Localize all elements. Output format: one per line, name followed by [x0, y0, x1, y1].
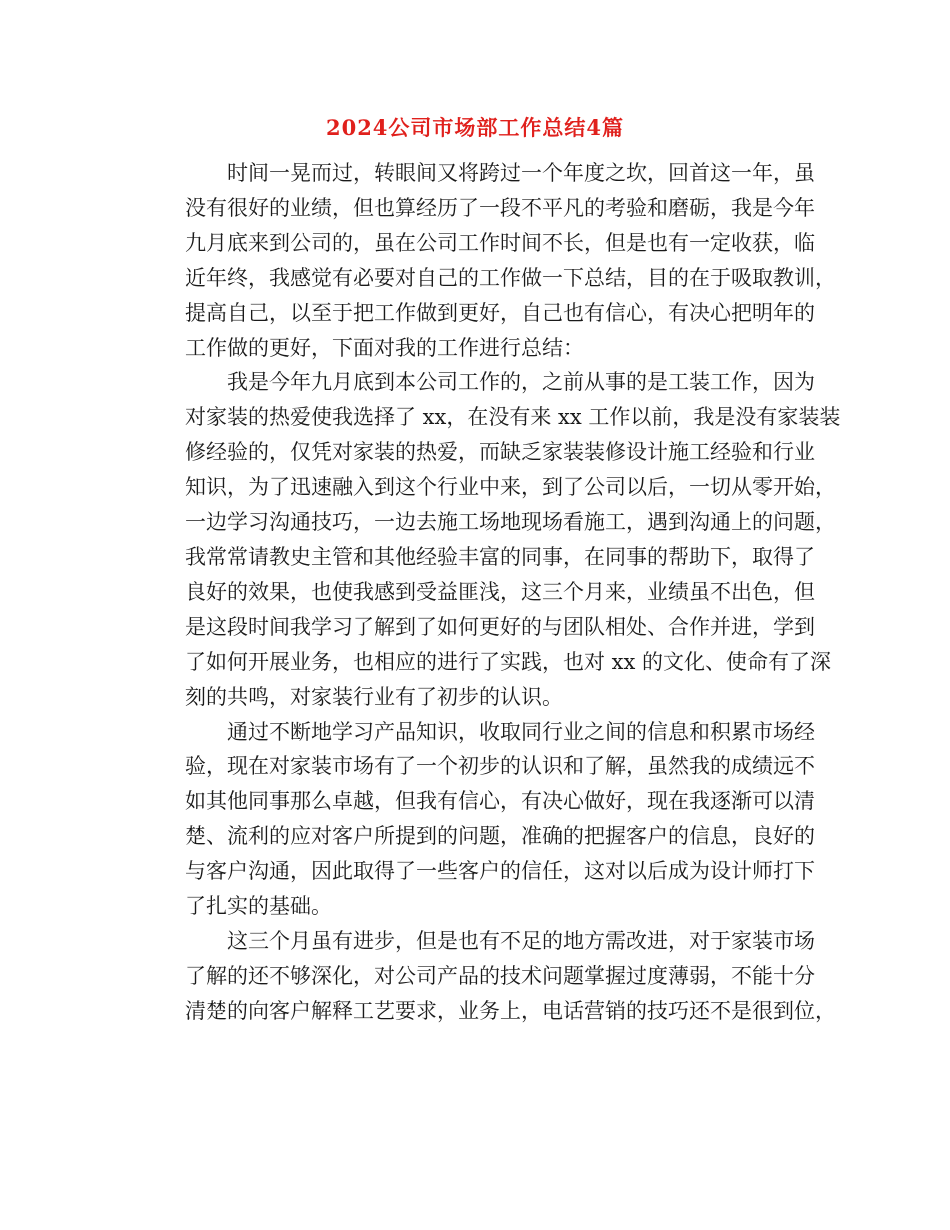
- paragraph-line: 对家装的热爱使我选择了 xx，在没有来 xx 工作以前，我是没有家装装: [185, 405, 841, 430]
- paragraph-line: 楚、流利的应对客户所提到的问题，准确的把握客户的信息，良好的: [185, 824, 815, 849]
- paragraph-line: 九月底来到公司的，虽在公司工作时间不长，但是也有一定收获，临: [185, 230, 815, 255]
- paragraph-line: 工作做的更好，下面对我的工作进行总结：: [185, 335, 584, 360]
- paragraph-line: 良好的效果，也使我感到受益匪浅，这三个月来，业绩虽不出色，但: [185, 579, 815, 604]
- paragraph-line: 我是今年九月底到本公司工作的，之前从事的是工装工作，因为: [227, 370, 815, 395]
- paragraph-line: 我常常请教史主管和其他经验丰富的同事，在同事的帮助下，取得了: [185, 544, 815, 569]
- paragraph-line: 一边学习沟通技巧，一边去施工场地现场看施工，遇到沟通上的问题，: [185, 510, 836, 535]
- paragraph-line: 修经验的，仅凭对家装的热爱，而缺乏家装装修设计施工经验和行业: [185, 440, 815, 465]
- paragraph-line: 近年终，我感觉有必要对自己的工作做一下总结，目的在于吸取教训，: [185, 265, 836, 290]
- paragraph-line: 没有很好的业绩，但也算经历了一段不平凡的考验和磨砺，我是今年: [185, 195, 815, 220]
- paragraph-line: 了如何开展业务，也相应的进行了实践，也对 xx 的文化、使命有了深: [185, 649, 832, 674]
- paragraph-4: [143, 924, 836, 1029]
- paragraph-line: 与客户沟通，因此取得了一些客户的信任，这对以后成为设计师打下: [185, 859, 815, 884]
- paragraph-line: 通过不断地学习产品知识，收取同行业之间的信息和积累市场经: [227, 719, 815, 744]
- paragraph-3: [143, 715, 815, 924]
- paragraph-line: 了解的还不够深化，对公司产品的技术问题掌握过度薄弱，不能十分: [185, 963, 815, 988]
- paragraph-2: [143, 365, 841, 714]
- paragraph-line: 刻的共鸣，对家装行业有了初步的认识。: [185, 684, 563, 709]
- document-body: [143, 156, 841, 1029]
- paragraph-line: 时间一晃而过，转眼间又将跨过一个年度之坎，回首这一年，虽: [227, 161, 815, 185]
- paragraph-line: 清楚的向客户解释工艺要求，业务上，电话营销的技巧还不是很到位，: [185, 998, 836, 1023]
- paragraph-line: 这三个月虽有进步，但是也有不足的地方需改进，对于家装市场: [227, 928, 815, 953]
- paragraph-line: 是这段时间我学习了解到了如何更好的与团队相处、合作并进，学到: [185, 614, 815, 639]
- paragraph-line: 如其他同事那么卓越，但我有信心，有决心做好，现在我逐渐可以清: [185, 789, 815, 814]
- paragraph-1: [143, 156, 836, 365]
- paragraph-line: 知识，为了迅速融入到这个行业中来，到了公司以后，一切从零开始，: [185, 475, 836, 500]
- paragraph-line: 提高自己，以至于把工作做到更好，自己也有信心，有决心把明年的: [185, 300, 815, 325]
- document-title: 2024公司市场部工作总结4篇: [325, 115, 625, 140]
- paragraph-line: 验，现在对家装市场有了一个初步的认识和了解，虽然我的成绩远不: [185, 754, 815, 779]
- paragraph-line: 了扎实的基础。: [185, 894, 332, 919]
